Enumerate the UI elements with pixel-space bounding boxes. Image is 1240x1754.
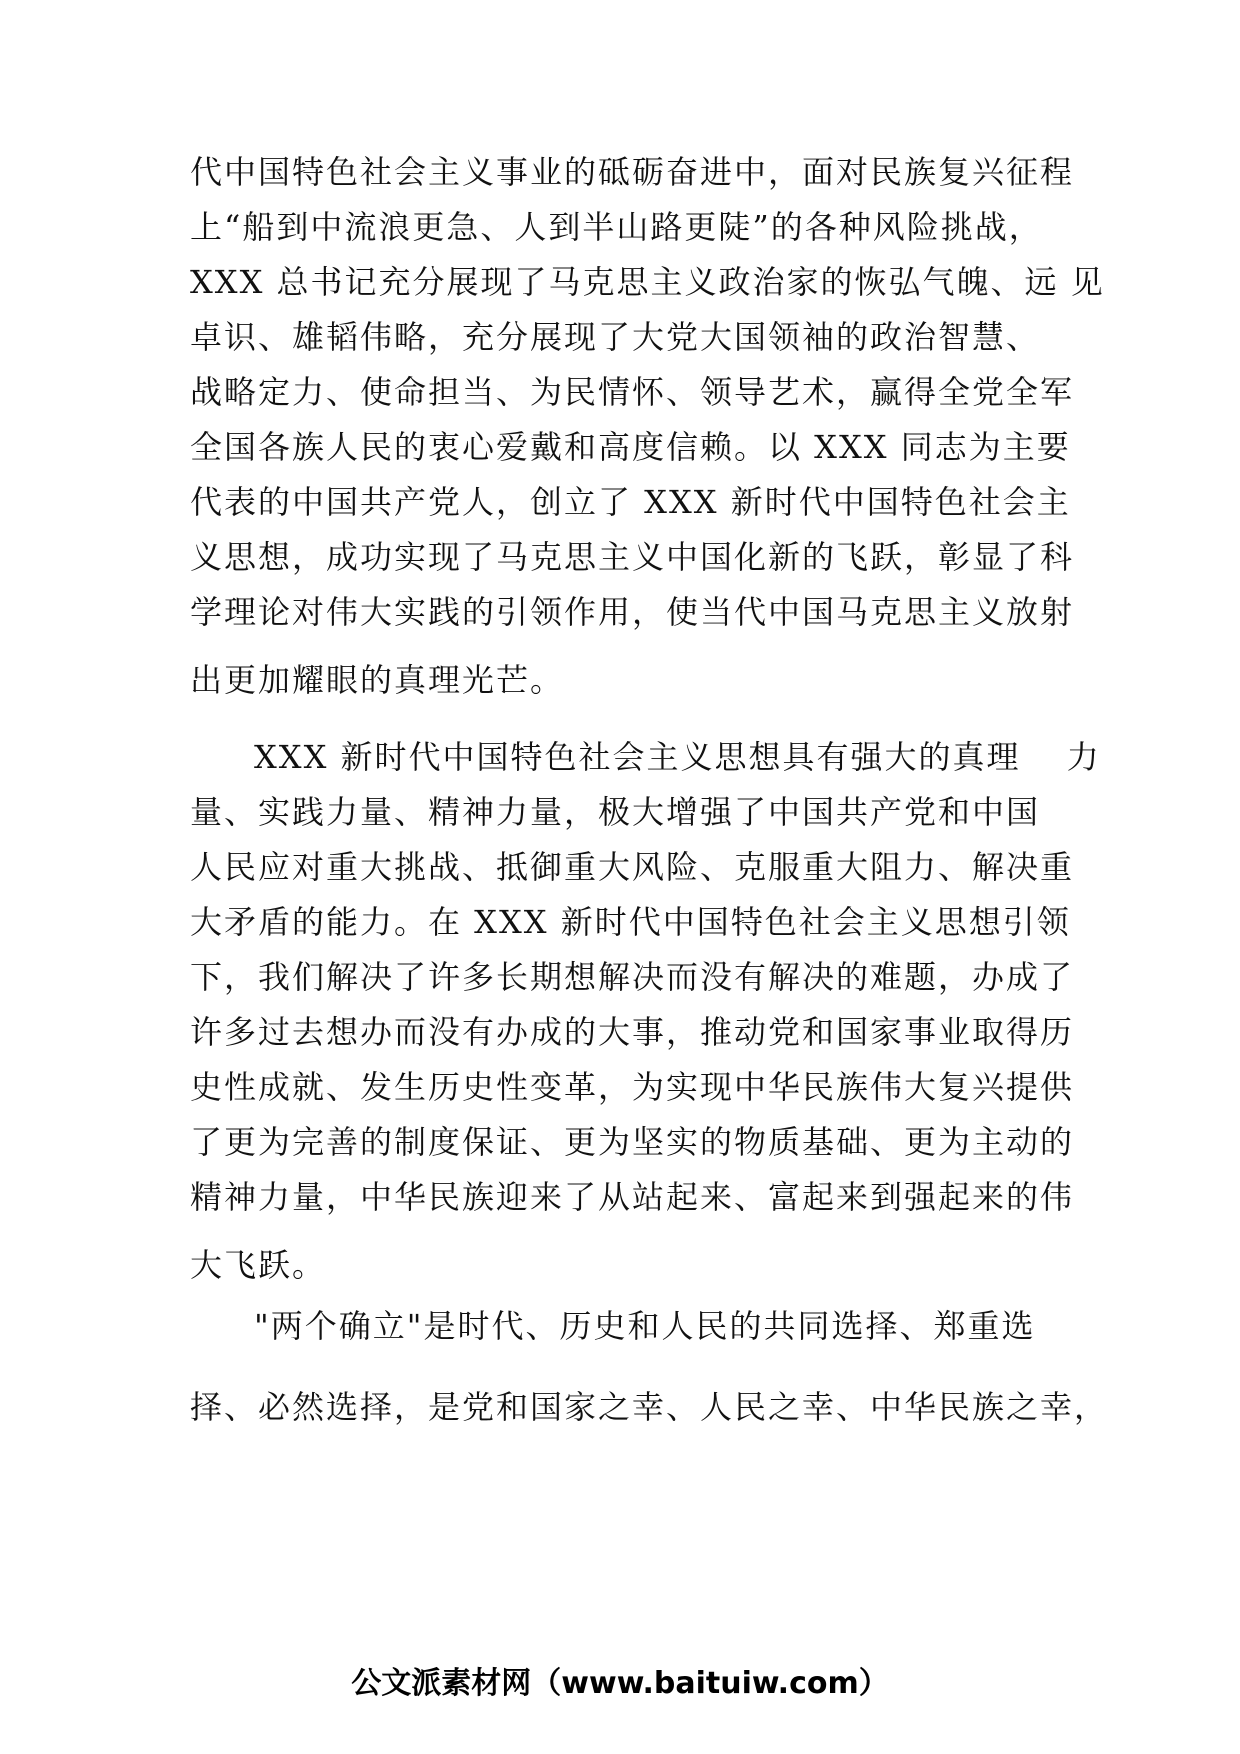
paragraph-2-line: XXX 新时代中国特色社会主义思想具有强大的真理 力 xyxy=(254,738,1101,776)
paragraph-2-line: 了更为完善的制度保证、更为坚实的物质基础、更为主动的 xyxy=(190,1123,1075,1161)
paragraph-1-line: 代中国特色社会主义事业的砥砺奋进中，面对民族复兴征程 xyxy=(190,153,1075,191)
paragraph-1-line: 代表的中国共产党人，创立了 XXX 新时代中国特色社会主 xyxy=(190,483,1071,521)
paragraph-2-line: 大矛盾的能力。在 XXX 新时代中国特色社会主义思想引领 xyxy=(190,903,1071,941)
paragraph-2-line: 大飞跃。 xyxy=(190,1246,327,1284)
paragraph-1-line: 学理论对伟大实践的引领作用，使当代中国马克思主义放射 xyxy=(190,593,1075,631)
paragraph-3-line: 择、必然选择，是党和国家之幸、人民之幸、中华民族之幸， xyxy=(190,1388,1109,1426)
paragraph-2-line: 许多过去想办而没有办成的大事，推动党和国家事业取得历 xyxy=(190,1013,1075,1051)
paragraph-1-line: 战略定力、使命担当、为民情怀、领导艺术，赢得全党全军 xyxy=(190,373,1075,411)
paragraph-2-line: 史性成就、发生历史性变革，为实现中华民族伟大复兴提供 xyxy=(190,1068,1075,1106)
paragraph-3-line: "两个确立"是时代、历史和人民的共同选择、郑重选 xyxy=(254,1307,1036,1345)
paragraph-2-line: 精神力量，中华民族迎来了从站起来、富起来到强起来的伟 xyxy=(190,1178,1075,1216)
paragraph-1-line: 卓识、雄韬伟略，充分展现了大党大国领袖的政治智慧、 xyxy=(190,318,1041,356)
paragraph-1-line: XXX 总书记充分展现了马克思主义政治家的恢弘气魄、远 见 xyxy=(190,263,1105,301)
paragraph-2-line: 下，我们解决了许多长期想解决而没有解决的难题，办成了 xyxy=(190,958,1075,996)
paragraph-2-line: 量、实践力量、精神力量，极大增强了中国共产党和中国 xyxy=(190,793,1041,831)
paragraph-1-line: 义思想，成功实现了马克思主义中国化新的飞跃，彰显了科 xyxy=(190,538,1075,576)
paragraph-2-line: 人民应对重大挑战、抵御重大风险、克服重大阻力、解决重 xyxy=(190,848,1075,886)
paragraph-1-line: 出更加耀眼的真理光芒。 xyxy=(190,661,565,699)
paragraph-1-line: 全国各族人民的衷心爱戴和高度信赖。以 XXX 同志为主要 xyxy=(190,428,1071,466)
footer-source-text: 公文派素材网（www.baituiw.com） xyxy=(351,1666,889,1701)
paragraph-1-line: 上“船到中流浪更急、人到半山路更陡”的各种风险挑战， xyxy=(190,208,1043,246)
